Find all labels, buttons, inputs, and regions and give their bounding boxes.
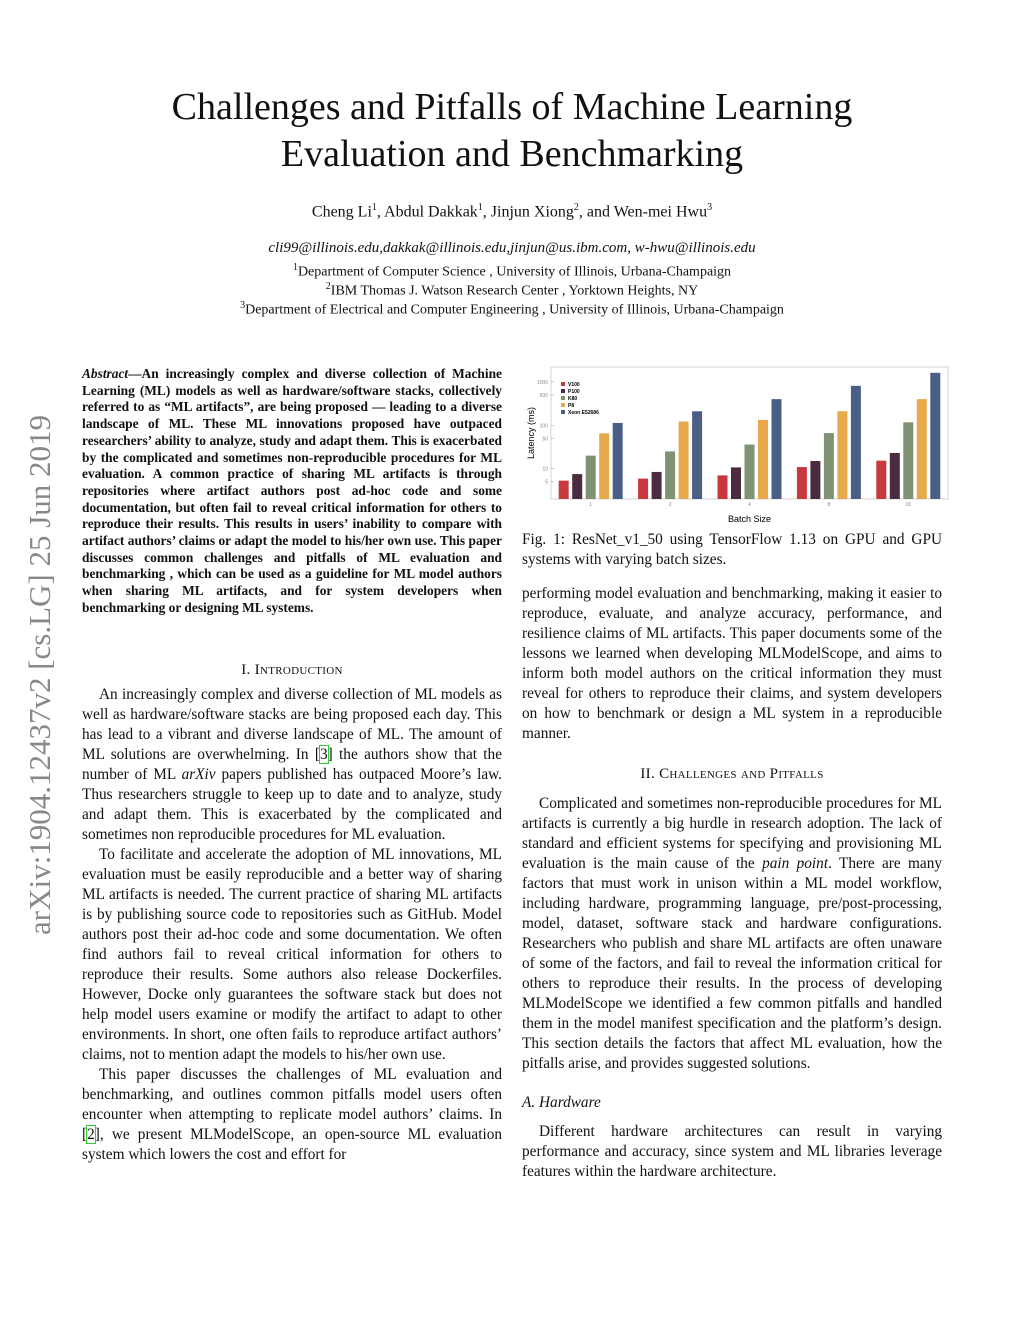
emails: cli99@illinois.edu,dakkak@illinois.edu,jinjun@us.ibm.com, w-hwu@illinois.edu [268,240,756,256]
aff-sup: 1 [292,262,298,273]
text: Complicated and sometimes non-reproducible procedures for ML artifacts is currently a big hurdle in research adoption. The lack of standard and efficient systems for specifying and provisioning ML evaluation is the main cause of the [522,795,942,872]
aff-text: Department of Computer Science , University of Illinois, Urbana-Champaign [297,264,732,280]
bar-xeon-e52686 [851,386,861,499]
aff-sup: 3 [240,300,246,311]
figure-caption [522,530,942,570]
citation-link[interactable]: 2 [87,1126,95,1143]
legend-label: P8 [568,403,575,409]
intro-paragraph-3: This paper discusses the challenges of ML evaluation and benchmarking, and outlines common pitfalls model users often encounter when attempting to replicate model authors’ claims. In [2], we present MLModelScope, an open-source ML evaluation system which lowers the cost and effort for [82,1066,502,1163]
abstract [82,366,502,617]
affiliation [0,300,1024,319]
bar-v100 [638,479,648,499]
bar-p8 [679,422,689,499]
intro-paragraph-1: An increasingly complex and diverse collection of ML models as well as hardware/software stacks are being proposed each day. This has lead to a vibrant and diverse landscape of ML. The amount of ML solutions are overwhelming. In [3] the authors show that the number of ML arXiv papers published has outpaced Moore’s law. Thus researchers struggle to keep up to date and to analyze, study and adapt them. This is exacerbated by the complicated and sometimes non reproducible procedures for ML evaluation. [82,686,502,843]
caption-text: ResNet_v1_50 using TensorFlow 1.13 on GPU and GPU systems with varying batch sizes. [522,531,943,568]
bar-v100 [718,475,728,499]
y-axis-label: Latency (ms) [526,406,536,460]
x-tick-label: 2 [668,502,672,508]
text: pain point [762,855,829,872]
text: arXiv [181,766,216,783]
author-sup: 2 [573,202,579,213]
text: An increasingly complex and diverse collection of ML models as well as hardware/software stacks are being proposed each day. This has lead to a vibrant and diverse landscape of ML. The amount of ML solutions are overwhelming. In [82,686,502,763]
bar-p100 [731,467,741,499]
abstract-label: Abstract [82,366,129,381]
bar-k80 [824,433,834,499]
aff-text: IBM Thomas J. Watson Research Center , Yorktown Heights, NY [330,283,699,299]
heading-text: Introduction [254,662,343,678]
text: This paper discusses the challenges of ML evaluation and benchmarking, and outlines common pitfalls model users often encounter when attempting to replicate model authors’ claims. In [82,1066,502,1123]
text: , we present MLModelScope, an open-source ML evaluation system which lowers the cost and effort for [82,1126,502,1163]
y-tick-label: 500 [539,392,548,399]
legend-label: V100 [568,382,580,388]
bar-p8 [758,420,768,499]
section-heading [522,764,942,784]
aff-text: Department of Electrical and Computer Engineering , University of Illinois, Urbana-Champaign [245,302,784,318]
title-line-1: Challenges and Pitfalls of Machine Learning [171,86,853,128]
intro-paragraph-2: To facilitate and accelerate the adoption of ML innovations, ML evaluation must be easily reproducible and a better way of sharing ML artifacts is needed. The current practice of sharing ML artifacts is by publishing source code to repositories such as GitHub. Model authors post their ad-hoc code and some documentation. We often find authors fail to reveal critical information for others to reproduce their results. Some authors also release Dockerfiles. However, Docke only guarantees the software stack but does not help model users examine or modify the artifact to adapt to other environments. In short, one often fails to reproduce artifact authors’ claims, not to mention adapt the models to his/her own use. [82,846,502,1063]
latency-chart [522,365,950,530]
bar-k80 [903,422,913,499]
author-sup: 1 [371,202,377,213]
arxiv-stamp: arXiv:1904.12437v2 [cs.LG] 25 Jun 2019 [22,414,57,935]
legend-swatch [561,389,565,393]
right-column [522,584,942,1182]
legend-label: P100 [568,389,580,395]
citation-link[interactable]: 3 [319,746,328,763]
heading-text: Challenges and Pitfalls [659,766,824,782]
y-tick-label: 5 [545,479,548,486]
y-tick-label: 100 [539,423,548,430]
sep: , and [578,203,614,221]
sep: , [482,203,491,221]
authors [0,202,1024,221]
text: the authors show that the number of ML [82,746,502,783]
left-column [82,660,502,1165]
text: . There are many factors that must work in unison within a ML model workflow, including hardware, programming language, pre/post-processing, model, dataset, software stack and hardware configurations. Researchers who publish and share ML artifacts are often unaware of some of the factors, and fail to reveal the information critical for others to reproduce their results. In the process of developing MLModelScope we identified a few common pitfalls and handled them in the model manifest specification and the platform’s design. This section details the factors that affect ML evaluation, how the pitfalls arise, and provides suggested solutions. [522,855,943,1072]
author-sup: 1 [477,202,483,213]
abstract-text: —An increasingly complex and diverse collection of Machine Learning (ML) models as well as hardware/software stacks, collectively referred to as “ML artifacts”, are being proposed — leading to a diverse landscape of ML. These ML innovations proposed have outpaced researchers’ ability to analyze, study and adapt them. This is exacerbated by the complicated and sometimes non-reproducible procedures for ML evaluation. A common practice of sharing ML artifacts is through repositories where artifact authors post ad-hoc code and some documentation, but often fail to reveal critical information for others to reproduce their results. This results in users’ inability to compare with artifact authors’ claims or adapt the model to his/her own use. This paper discusses common challenges and pitfalls of ML evaluation and benchmarking , which can be used as a guideline for ML model authors when sharing ML artifacts, and for system developers when benchmarking or designing ML systems. [82,366,502,615]
subsection-heading: A. Hardware [522,1094,601,1111]
bar-p100 [810,461,820,499]
legend-swatch [561,410,565,414]
bar-p100 [652,472,662,499]
bar-v100 [559,481,569,499]
author: Cheng Li [311,203,372,221]
bar-v100 [797,467,807,499]
title-line-2: Evaluation and Benchmarking [280,133,744,175]
bar-v100 [876,461,886,499]
aff-sup: 2 [325,281,331,292]
legend-swatch [561,382,565,386]
bar-xeon-e52686 [613,423,623,499]
bar-k80 [745,445,755,499]
paper-title [0,84,1024,178]
author-sup: 3 [707,202,713,213]
x-tick-label: 16 [905,502,912,508]
x-axis-label: Batch Size [727,514,772,524]
heading-num: II. [640,766,660,782]
author: Abdul Dakkak [384,203,478,221]
bar-p8 [837,411,847,499]
bar-k80 [586,456,596,499]
section-heading [82,660,502,680]
affiliation [0,262,1024,281]
legend-swatch [561,403,565,407]
author: Jinjun Xiong [490,203,574,221]
x-tick-label: 1 [589,502,593,508]
right-paragraph-1: performing model evaluation and benchmarking, making it easier to reproduce, evaluate, and analyze accuracy, performance, and resilience claims of ML artifacts. This paper documents some of the lessons we learned when developing MLModelScope, and aims to inform both model authors on the critical information they must reveal for others to reproduce their claims, and system developers on how to benchmark or design a ML system in a reproducible manner. [522,585,942,742]
legend-label: K80 [568,396,578,402]
sep: , [376,203,385,221]
author: Wen-mei Hwu [613,203,708,221]
bar-k80 [665,451,675,499]
bar-xeon-e52686 [692,411,702,499]
legend-swatch [561,396,565,400]
bar-xeon-e52686 [772,399,782,499]
y-tick-label: 10 [542,466,548,473]
caption-label: Fig. 1: [522,531,566,548]
challenges-paragraph [522,794,942,1074]
bar-xeon-e52686 [930,373,940,499]
heading-num: I. [241,662,255,678]
bar-p100 [572,474,582,499]
legend-label: Xeon E52686 [568,410,599,416]
x-tick-label: 8 [827,502,831,508]
bar-p100 [890,453,900,499]
hardware-paragraph: Different hardware architectures can result in varying performance and accuracy, since system and ML libraries leverage features within the hardware architecture. [522,1123,942,1180]
x-tick-label: 4 [748,502,751,508]
bar-p8 [599,433,609,499]
text: papers published has outpaced Moore’s law. Thus researchers struggle to keep up to date and to analyze, study and adapt them. This is exacerbated by the complicated and sometimes non reproducible procedures for ML evaluation. [82,766,502,843]
affiliation [0,281,1024,300]
y-tick-label: 50 [542,436,548,443]
bar-p8 [917,399,927,499]
y-tick-label: 1000 [536,379,548,386]
